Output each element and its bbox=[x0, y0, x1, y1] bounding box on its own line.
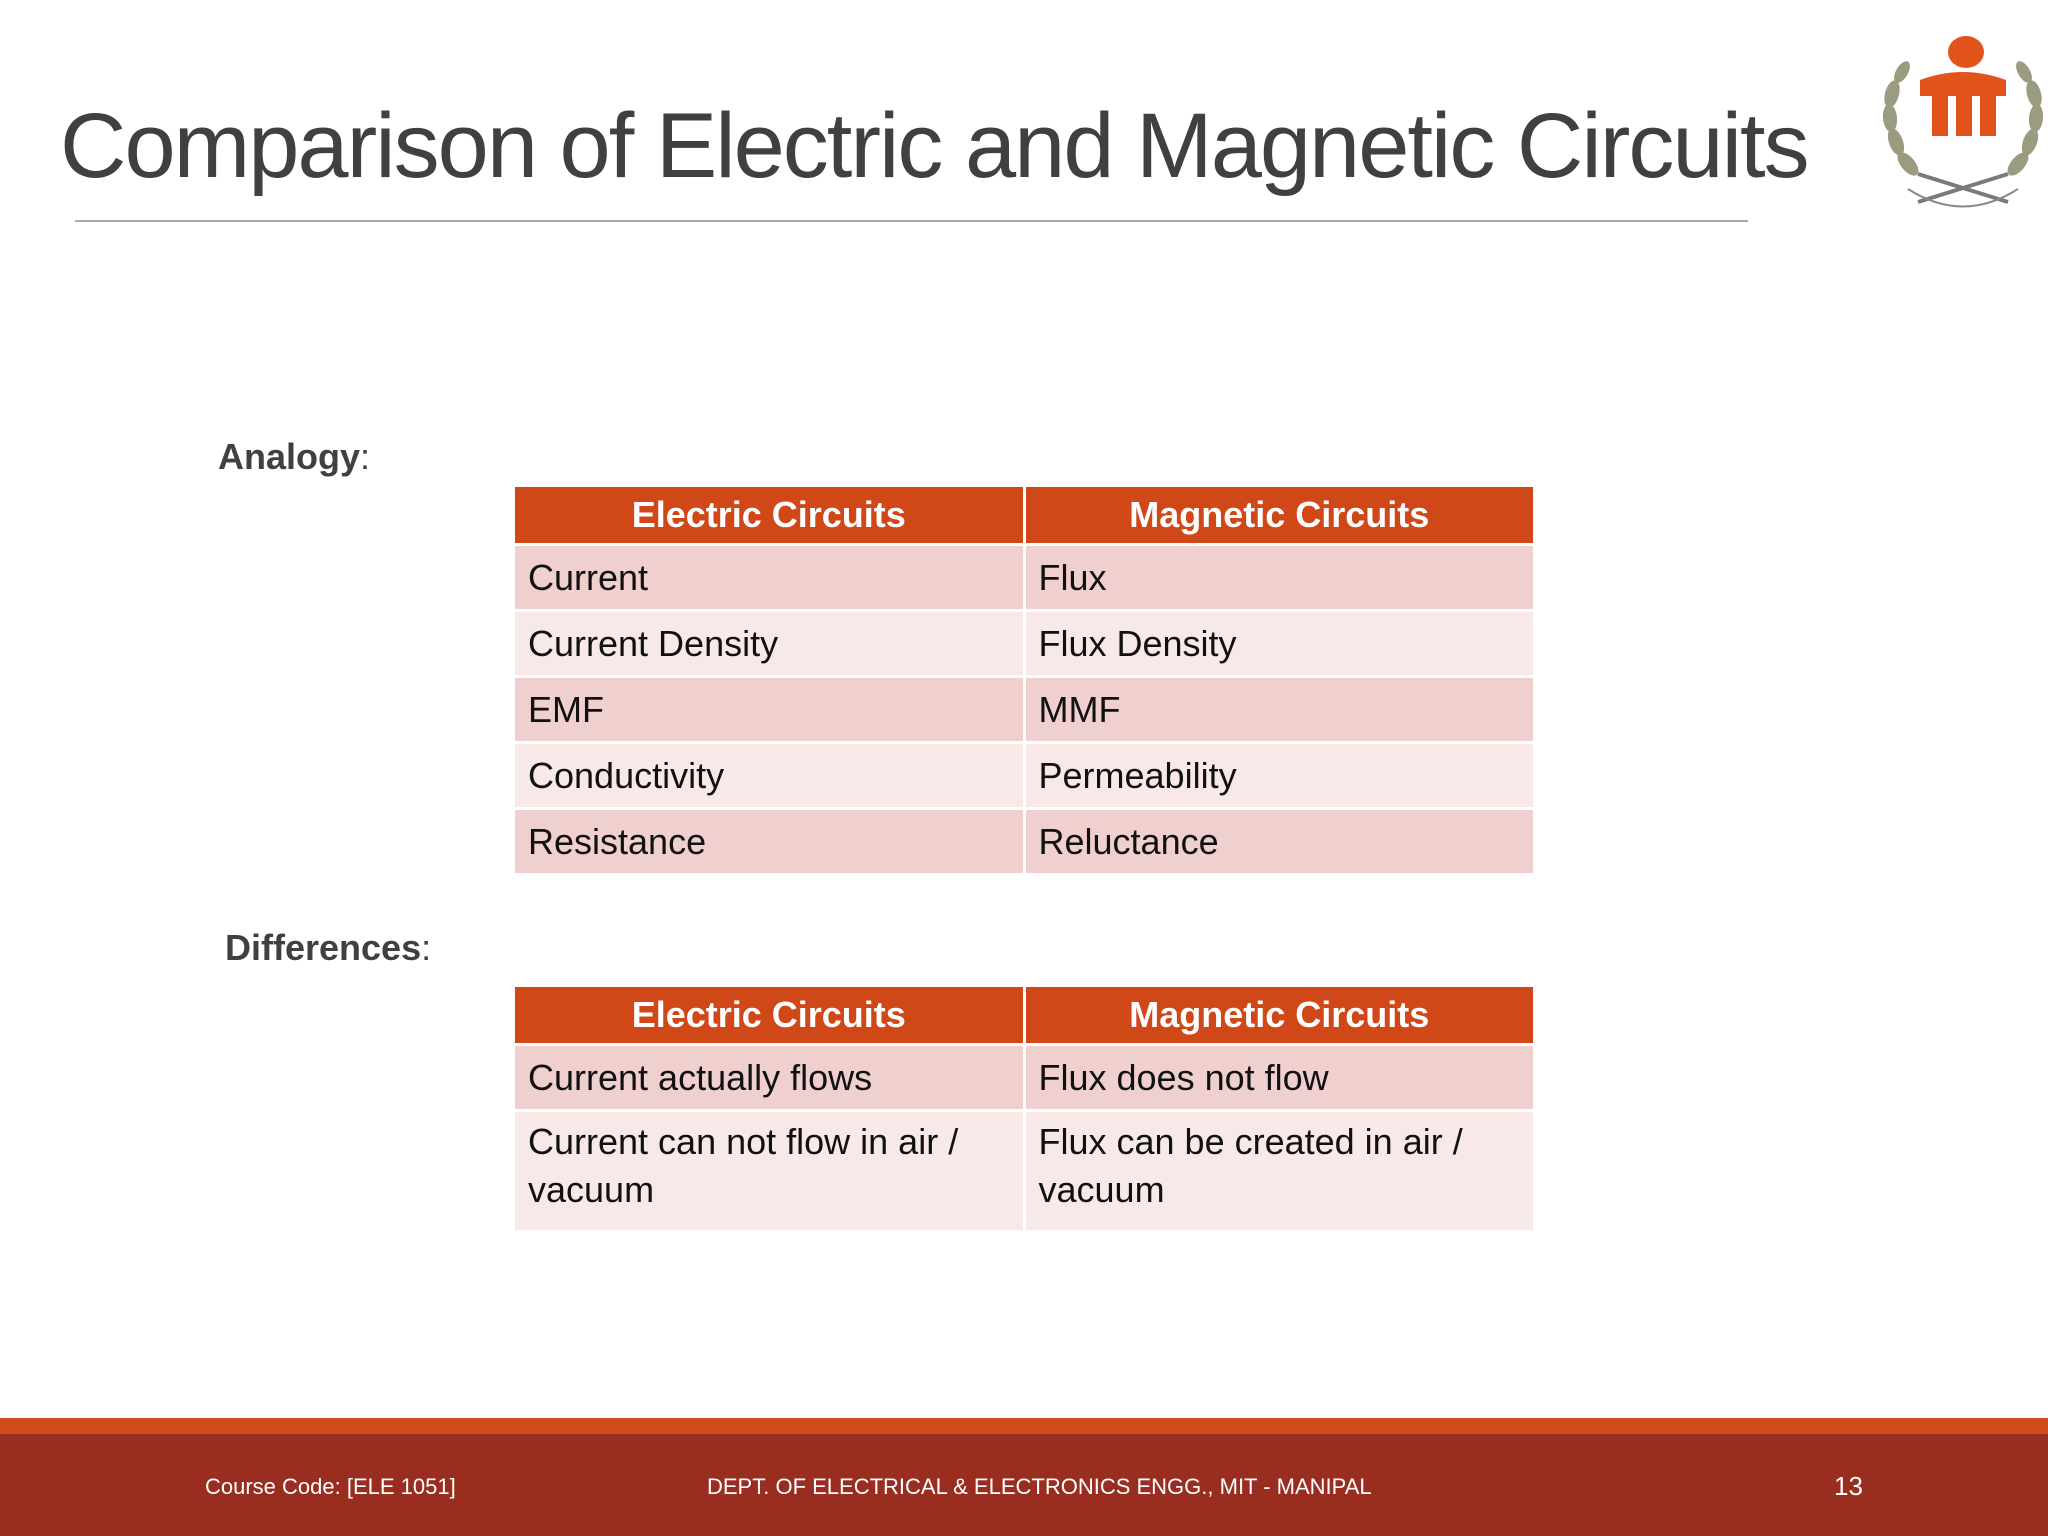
differences-label: Differences: bbox=[225, 927, 432, 968]
analogy-table bbox=[512, 484, 1536, 876]
table-header-electric: Electric Circuits bbox=[515, 487, 1023, 543]
table-row bbox=[515, 810, 1533, 873]
table-cell: Permeability bbox=[1026, 744, 1534, 807]
footer-course-code: Course Code: [ELE 1051] bbox=[205, 1474, 456, 1499]
table-header-magnetic: Magnetic Circuits bbox=[1026, 987, 1534, 1043]
table-header-electric: Electric Circuits bbox=[515, 987, 1023, 1043]
table-cell: Conductivity bbox=[515, 744, 1023, 807]
table-cell: Current actually flows bbox=[515, 1046, 1023, 1109]
analogy-label: Analogy: bbox=[218, 436, 371, 477]
table-cell: Current bbox=[515, 546, 1023, 609]
slide-footer bbox=[0, 1434, 2048, 1536]
table-row bbox=[515, 612, 1533, 675]
table-cell: Reluctance bbox=[1026, 810, 1534, 873]
footer-department: DEPT. OF ELECTRICAL & ELECTRONICS ENGG., MIT - MANIPAL bbox=[707, 1474, 1372, 1499]
table-cell: Flux bbox=[1026, 546, 1534, 609]
table-header-magnetic: Magnetic Circuits bbox=[1026, 487, 1534, 543]
table-row bbox=[515, 678, 1533, 741]
table-row bbox=[515, 744, 1533, 807]
differences-table bbox=[512, 984, 1536, 1233]
footer-accent-stripe bbox=[0, 1418, 2048, 1434]
title-divider bbox=[75, 220, 1748, 222]
table-row bbox=[515, 546, 1533, 609]
table-row bbox=[515, 1112, 1533, 1230]
table-cell: MMF bbox=[1026, 678, 1534, 741]
table-cell: Flux does not flow bbox=[1026, 1046, 1534, 1109]
slide-title: Comparison of Electric and Magnetic Circuits bbox=[60, 95, 1808, 197]
table-cell: Current can not flow in air / vacuum bbox=[515, 1112, 1023, 1230]
page-number: 13 bbox=[1834, 1471, 1863, 1501]
table-cell: Resistance bbox=[515, 810, 1023, 873]
table-row bbox=[515, 1046, 1533, 1109]
table-cell: Flux can be created in air / vacuum bbox=[1026, 1112, 1534, 1230]
table-cell: Flux Density bbox=[1026, 612, 1534, 675]
manipal-university-logo bbox=[1878, 24, 2048, 220]
table-cell: EMF bbox=[515, 678, 1023, 741]
table-cell: Current Density bbox=[515, 612, 1023, 675]
